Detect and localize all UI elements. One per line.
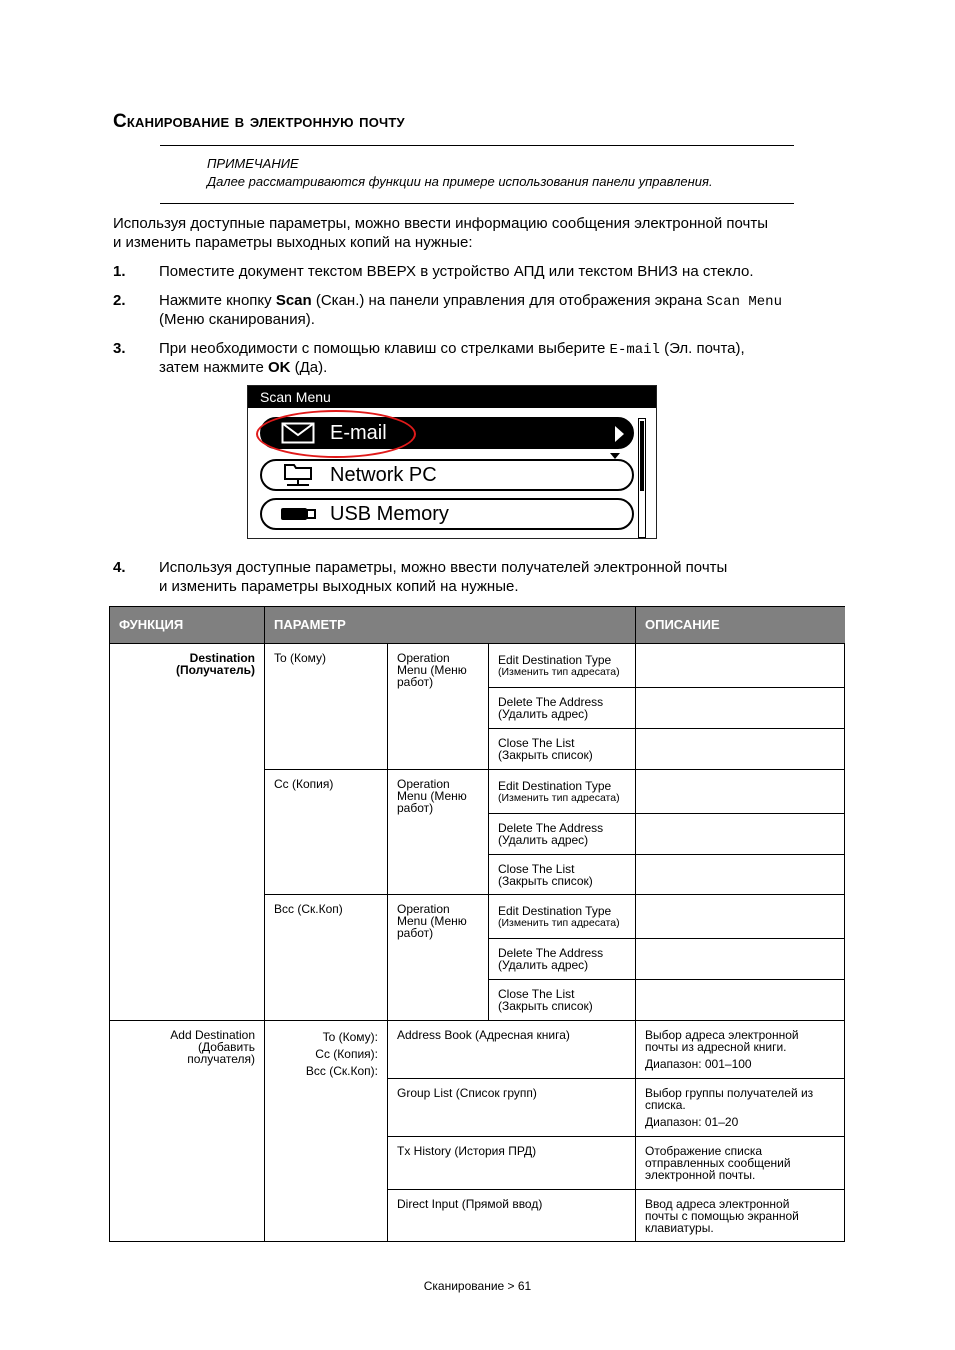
step-3-line-2 <box>159 358 327 377</box>
desc-line: Ввод адреса электронной <box>645 1197 790 1211</box>
step-3-line-1 <box>159 339 745 360</box>
step-2-pre: Нажмите кнопку <box>159 292 276 309</box>
highlight-ellipse <box>256 410 416 458</box>
option-tx-history: Tx History (История ПРД) <box>387 1136 635 1189</box>
email-code: E-mail <box>609 342 660 358</box>
op-menu-line-3: работ) <box>397 926 434 940</box>
desc-empty <box>635 643 845 687</box>
desc-tx-history <box>635 1136 845 1189</box>
note-rule-top <box>160 145 794 146</box>
step-4-line-2: и изменить параметры выходных копий на нужные. <box>159 578 519 595</box>
destination-label-ru: (Получатель) <box>176 663 255 677</box>
add-destination-params <box>264 1020 387 1242</box>
op-menu-bcc <box>387 894 488 1020</box>
action-close-bcc <box>488 979 635 1020</box>
chevron-right-icon <box>615 426 624 442</box>
edit-type-label: Edit Destination Type <box>498 779 612 793</box>
add-destination-label: Add Destination <box>170 1028 255 1042</box>
desc-empty <box>635 687 845 728</box>
step-2-mid: (Скан.) на панели управления для отображения экрана <box>311 292 707 309</box>
action-delete-to <box>488 687 635 728</box>
desc-range: Диапазон: 001–100 <box>645 1057 752 1071</box>
op-menu-line-1: Operation <box>397 651 450 665</box>
edit-type-label: Edit Destination Type <box>498 904 612 918</box>
op-menu-cc <box>387 769 488 894</box>
action-edit-bcc <box>488 894 635 938</box>
step-2-number: 2. <box>113 292 126 309</box>
edit-type-label: Edit Destination Type <box>498 653 612 667</box>
destination-function-cell <box>109 643 264 1020</box>
op-menu-line-1: Operation <box>397 777 450 791</box>
edit-type-label-ru: (Изменить тип адресата) <box>498 917 620 929</box>
desc-empty <box>635 769 845 813</box>
desc-group-list <box>635 1078 845 1136</box>
note-rule-bottom <box>160 203 794 204</box>
step-1-text: Поместите документ текстом ВВЕРХ в устройство АПД или текстом ВНИЗ на стекло. <box>159 263 754 280</box>
op-menu-line-3: работ) <box>397 801 434 815</box>
scan-menu-code: Scan Menu <box>706 294 782 310</box>
delete-address-label-ru: (Удалить адрес) <box>498 833 589 847</box>
option-group-list: Group List (Список групп) <box>387 1078 635 1136</box>
page-heading: Сканирование в электронную почту <box>113 111 405 132</box>
op-menu-line-2: Menu (Меню <box>397 663 467 677</box>
action-edit-to <box>488 643 635 687</box>
step-3-pre: При необходимости с помощью клавиш со стрелками выберите <box>159 340 610 357</box>
step-1-number: 1. <box>113 263 126 280</box>
lcd-scroll-thumb[interactable] <box>640 421 644 491</box>
header-parameter: ПАРАМЕТР <box>264 606 635 643</box>
desc-line: почты с помощью экранной <box>645 1209 799 1223</box>
delete-address-label: Delete The Address <box>498 946 604 960</box>
desc-line: почты из адресной книги. <box>645 1040 787 1054</box>
desc-line: Отображение списка <box>645 1144 763 1158</box>
option-direct-input: Direct Input (Прямой ввод) <box>387 1189 635 1242</box>
param-cc: Cc (Копия) <box>264 769 387 894</box>
delete-address-label: Delete The Address <box>498 821 604 835</box>
close-list-label: Close The List <box>498 736 575 750</box>
close-list-label: Close The List <box>498 862 575 876</box>
add-destination-label-ru-1: (Добавить <box>197 1040 255 1054</box>
close-list-label-ru: (Закрыть список) <box>498 748 593 762</box>
close-list-label: Close The List <box>498 987 575 1001</box>
op-menu-line-3: работ) <box>397 675 434 689</box>
desc-empty <box>635 938 845 979</box>
note-title: ПРИМЕЧАНИЕ <box>207 156 299 171</box>
usb-drive-icon <box>278 500 318 528</box>
edit-type-label-ru: (Изменить тип адресата) <box>498 666 620 678</box>
param-bcc-label: Bcc (Ск.Коп): <box>305 1064 378 1078</box>
desc-empty <box>635 894 845 938</box>
desc-line: Выбор группы получателей из <box>645 1086 814 1100</box>
add-destination-label-ru-2: получателя) <box>187 1052 255 1066</box>
op-menu-to <box>387 643 488 769</box>
desc-direct-input <box>635 1189 845 1242</box>
close-list-label-ru: (Закрыть список) <box>498 874 593 888</box>
lcd-item-email-label: E-mail <box>330 421 387 444</box>
desc-line: электронной почты. <box>645 1168 756 1182</box>
ok-button-label: OK <box>267 359 291 376</box>
desc-line: клавиатуры. <box>645 1221 714 1235</box>
desc-line: Выбор адреса электронной <box>645 1028 799 1042</box>
add-destination-function-cell <box>109 1020 264 1242</box>
lcd-item-network-pc[interactable] <box>260 459 634 491</box>
parameters-table <box>109 606 845 1242</box>
action-delete-bcc <box>488 938 635 979</box>
lcd-item-usb-memory[interactable] <box>260 498 634 530</box>
desc-line: отправленных сообщений <box>645 1156 791 1170</box>
delete-address-label-ru: (Удалить адрес) <box>498 707 589 721</box>
step-4-number: 4. <box>113 559 126 576</box>
desc-line: списка. <box>645 1098 686 1112</box>
step-3-line2-post: (Да). <box>290 359 328 376</box>
close-list-label-ru: (Закрыть список) <box>498 999 593 1013</box>
step-2-line-2: (Меню сканирования). <box>159 311 315 328</box>
desc-range: Диапазон: 01–20 <box>645 1115 739 1129</box>
delete-address-label: Delete The Address <box>498 695 604 709</box>
header-function: ФУНКЦИЯ <box>109 606 264 643</box>
op-menu-line-2: Menu (Меню <box>397 914 467 928</box>
intro-line-2: и изменить параметры выходных копий на нужные: <box>113 234 473 251</box>
step-3-post: (Эл. почта), <box>659 340 745 357</box>
desc-empty <box>635 979 845 1020</box>
param-to: To (Кому) <box>264 643 387 769</box>
lcd-scrollbar[interactable] <box>638 418 646 538</box>
scan-button-label: Scan <box>275 292 312 309</box>
step-4-line-1: Используя доступные параметры, можно ввести получателей электронной почты <box>159 559 728 576</box>
lcd-item-usb-memory-label: USB Memory <box>330 502 449 525</box>
note-text: Далее рассматриваются функции на примере использования панели управления. <box>207 174 713 189</box>
delete-address-label-ru: (Удалить адрес) <box>498 958 589 972</box>
action-delete-cc <box>488 813 635 854</box>
desc-empty <box>635 728 845 769</box>
param-cc-label: Cc (Копия): <box>315 1047 378 1061</box>
op-menu-line-2: Menu (Меню <box>397 789 467 803</box>
desc-empty <box>635 854 845 894</box>
param-to-label: To (Кому): <box>322 1030 378 1044</box>
op-menu-line-1: Operation <box>397 902 450 916</box>
param-bcc: Bcc (Ск.Коп) <box>264 894 387 1020</box>
header-description: ОПИСАНИЕ <box>635 606 845 643</box>
intro-line-1: Используя доступные параметры, можно ввести информацию сообщения электронной почты <box>113 215 769 232</box>
action-edit-cc <box>488 769 635 813</box>
scan-menu-screen <box>247 385 657 539</box>
option-address-book: Address Book (Адресная книга) <box>387 1020 635 1078</box>
network-folder-icon <box>278 461 318 489</box>
lcd-item-network-pc-label: Network PC <box>330 463 437 486</box>
scan-menu-title: Scan Menu <box>248 386 656 408</box>
edit-type-label-ru: (Изменить тип адресата) <box>498 792 620 804</box>
step-3-number: 3. <box>113 340 126 357</box>
desc-address-book <box>635 1020 845 1078</box>
destination-label: Destination <box>189 651 255 665</box>
action-close-cc <box>488 854 635 894</box>
action-close-to <box>488 728 635 769</box>
desc-empty <box>635 813 845 854</box>
step-3-line2-pre: затем нажмите <box>159 359 268 376</box>
page-footer: Сканирование > 61 <box>423 1279 532 1293</box>
step-2-line-1 <box>159 291 782 312</box>
